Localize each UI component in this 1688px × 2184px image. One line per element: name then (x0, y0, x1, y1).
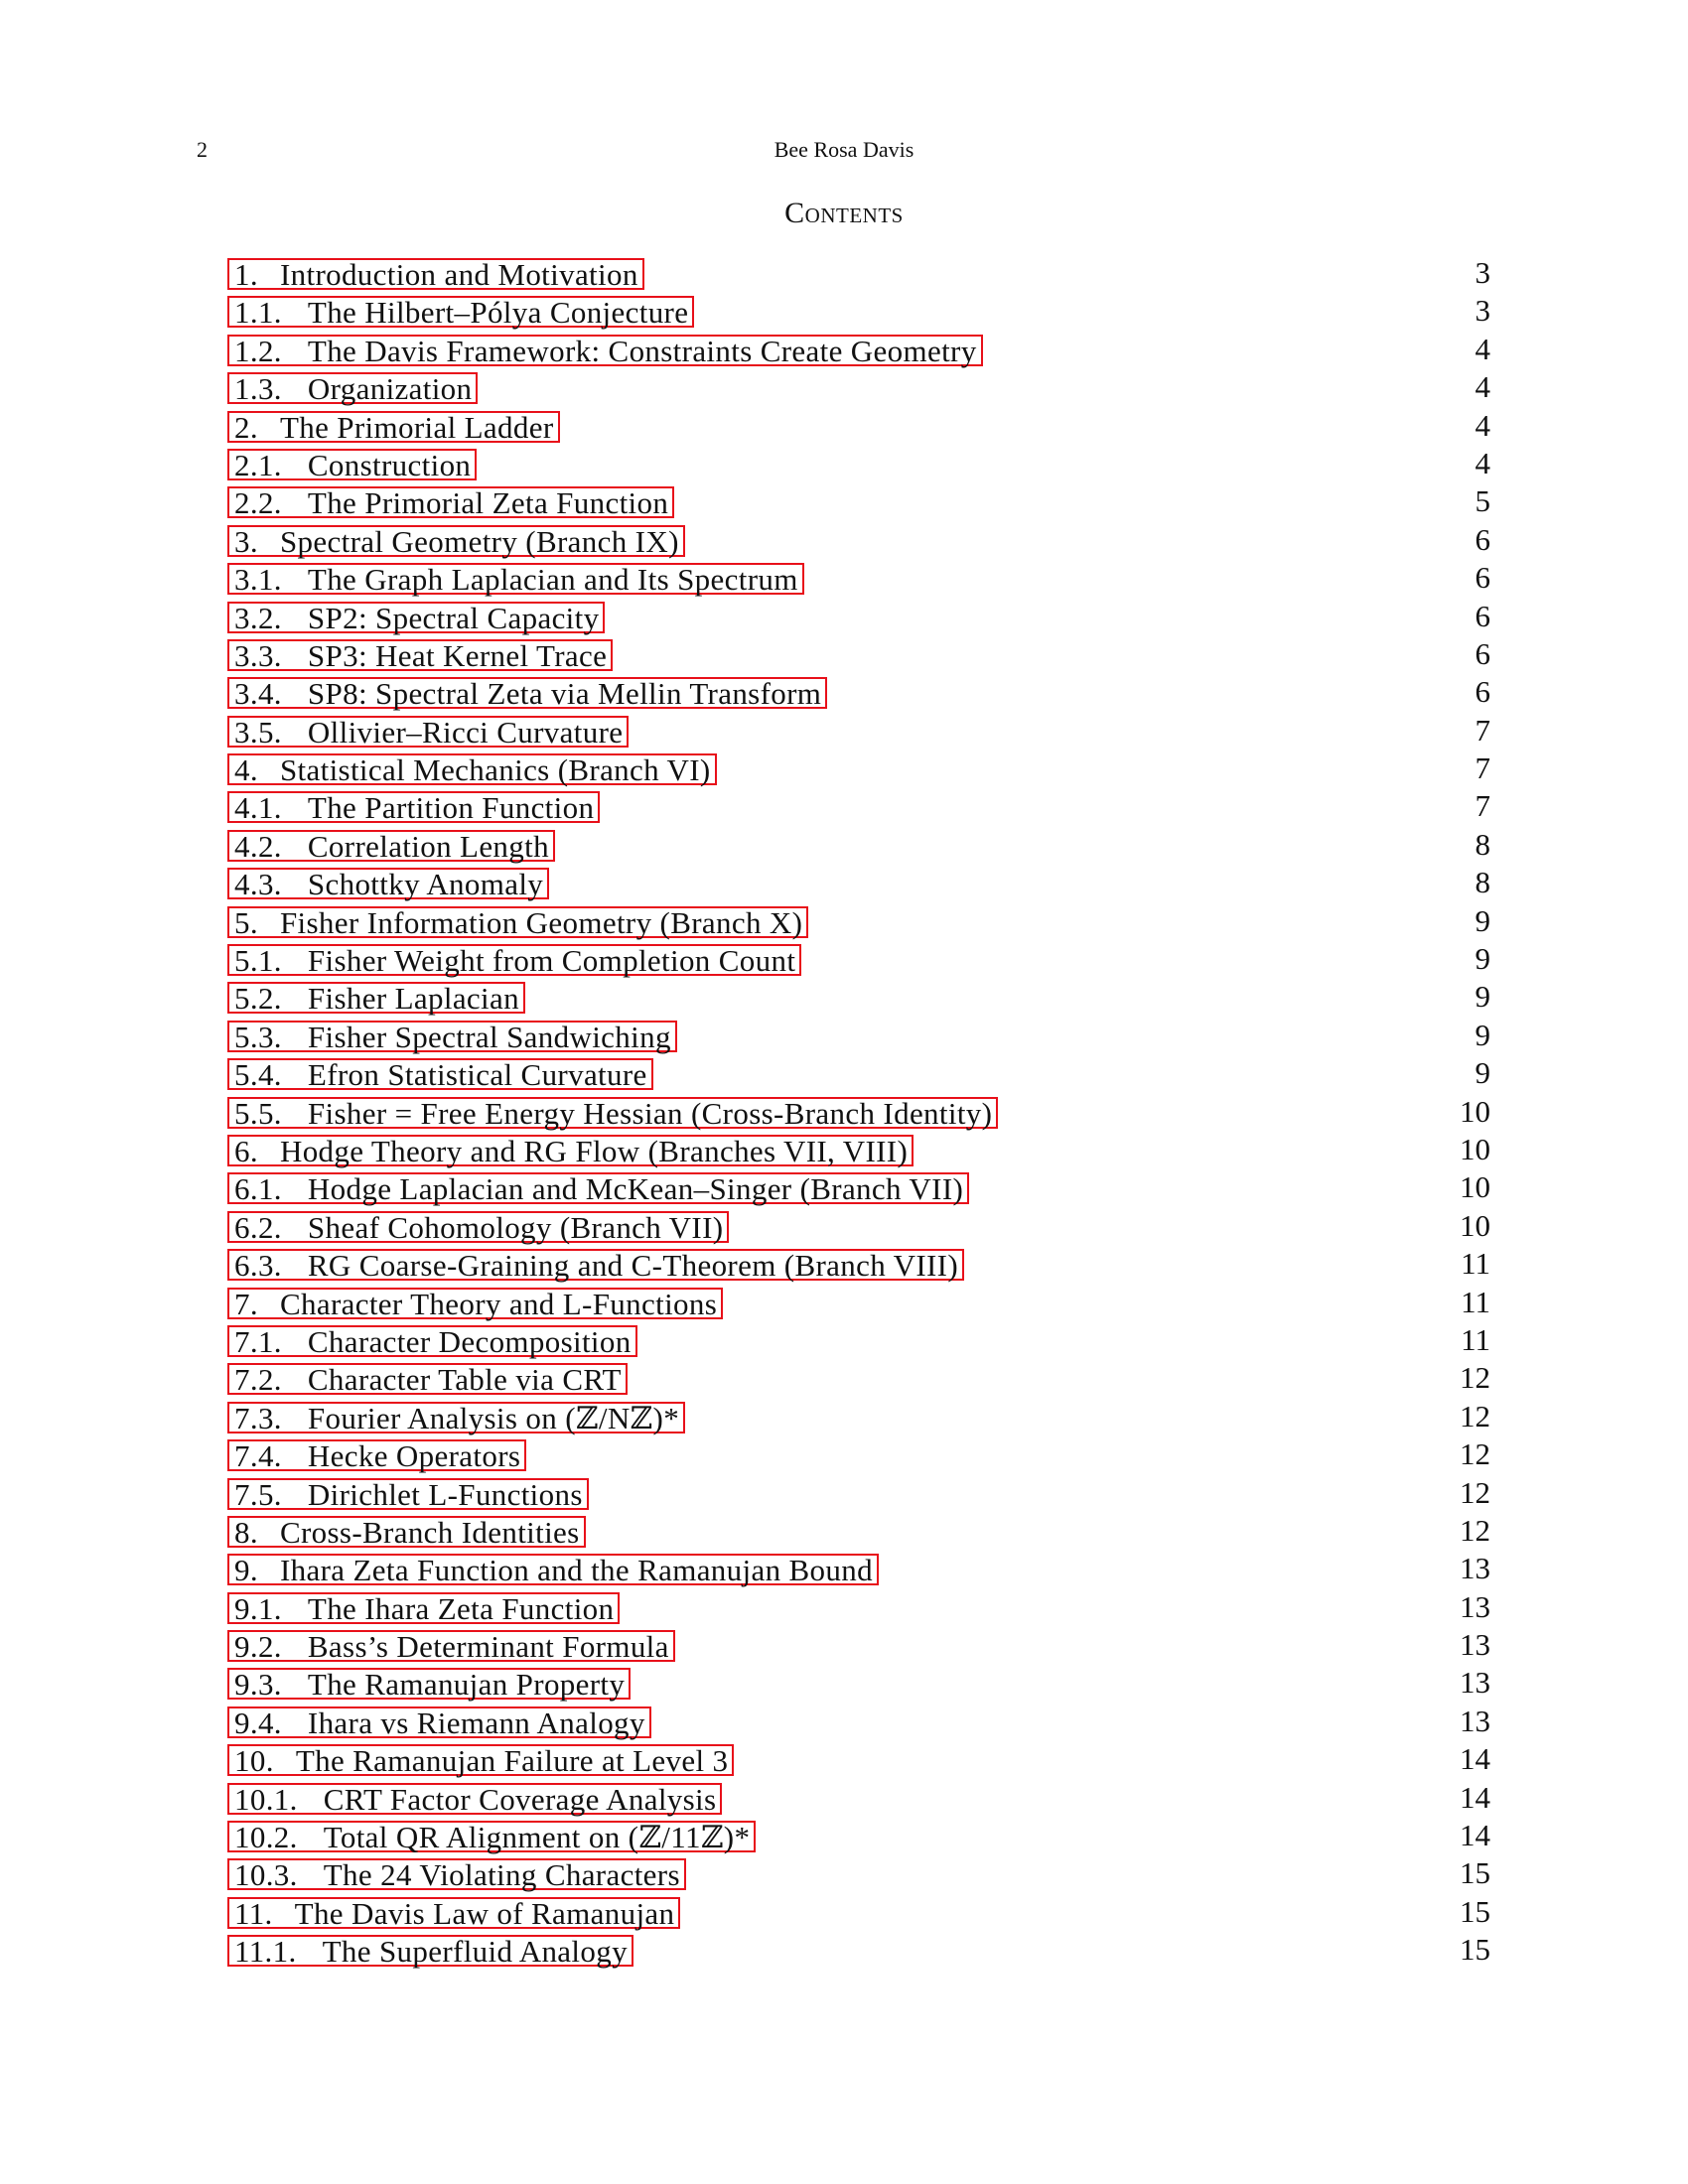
toc-entry-link[interactable] (227, 1629, 675, 1665)
toc-entry-8 (227, 1512, 1490, 1554)
toc-entry-link[interactable] (227, 1592, 620, 1624)
toc-entry-1 (227, 255, 1490, 296)
toc-entry-9-1 (227, 1588, 1490, 1630)
section-number: 9.3. (234, 1667, 282, 1703)
toc-page-number: 14 (1460, 1818, 1490, 1853)
section-title: Efron Statistical Curvature (307, 1057, 647, 1093)
toc-entry-link[interactable] (227, 449, 477, 480)
toc-page-number: 6 (1475, 635, 1490, 671)
toc-entry-10-2 (227, 1818, 1490, 1858)
section-number: 11. (234, 1895, 273, 1931)
toc-page-number: 12 (1460, 1474, 1490, 1510)
toc-page-number: 7 (1475, 751, 1490, 786)
section-number: 10.2. (234, 1820, 298, 1855)
toc-entry-7 (227, 1284, 1490, 1325)
toc-entry-link[interactable] (227, 1362, 628, 1398)
toc-page-number: 4 (1475, 445, 1490, 480)
toc-page-number: 6 (1475, 674, 1490, 710)
toc-entry-link[interactable] (227, 1248, 964, 1284)
toc-entry-5-1 (227, 941, 1490, 982)
section-number: 1.3. (234, 371, 282, 407)
toc-page-number: 10 (1460, 1207, 1490, 1243)
toc-page-number: 12 (1460, 1512, 1490, 1548)
section-title: The Davis Framework: Constraints Create Geometry (307, 333, 977, 368)
toc-entry-11-1 (227, 1932, 1490, 1973)
section-title: Bass’s Determinant Formula (307, 1629, 669, 1665)
toc-page-number: 8 (1475, 826, 1490, 862)
section-title: The Primorial Zeta Function (307, 485, 669, 521)
toc-entry-10 (227, 1741, 1490, 1782)
section-title: The Ramanujan Property (307, 1667, 626, 1703)
toc-entry-5-5 (227, 1093, 1490, 1135)
toc-entry-link[interactable] (227, 371, 478, 407)
toc-entry-7-5 (227, 1474, 1490, 1516)
section-title: SP2: Spectral Capacity (307, 600, 600, 635)
toc-entry-link[interactable] (227, 1211, 729, 1243)
toc-entry-link[interactable] (227, 752, 717, 788)
section-title: SP3: Heat Kernel Trace (307, 637, 608, 673)
section-title: Cross-Branch Identities (279, 1514, 580, 1550)
toc-entry-link[interactable] (227, 1135, 914, 1166)
section-title: Ollivier–Ricci Curvature (307, 714, 624, 750)
toc-entry-10-1 (227, 1779, 1490, 1821)
toc-page-number: 14 (1460, 1741, 1490, 1777)
section-title: Sheaf Cohomology (Branch VII) (307, 1209, 724, 1245)
toc-entry-link[interactable] (227, 1478, 589, 1510)
toc-page-number: 6 (1475, 560, 1490, 596)
section-number: 9.4. (234, 1705, 282, 1740)
section-number: 10.1. (234, 1781, 298, 1817)
section-title: The Graph Laplacian and Its Spectrum (307, 562, 798, 598)
section-number: 11.1. (234, 1934, 297, 1970)
toc-entry-link[interactable] (227, 676, 827, 712)
toc-entry-3-5 (227, 712, 1490, 753)
section-title: Ihara vs Riemann Analogy (307, 1705, 645, 1740)
section-number: 9.2. (234, 1629, 282, 1665)
section-title: The Partition Function (307, 790, 595, 826)
toc-entry-11 (227, 1893, 1490, 1935)
section-title: CRT Factor Coverage Analysis (323, 1781, 717, 1817)
toc-entry-link[interactable] (227, 830, 555, 862)
toc-entry-1-3 (227, 369, 1490, 410)
section-number: 5.5. (234, 1095, 282, 1131)
section-number: 9. (234, 1553, 258, 1588)
section-number: 3.3. (234, 637, 282, 673)
toc-entry-link[interactable] (227, 1097, 998, 1129)
section-number: 1.1. (234, 295, 282, 331)
toc-entry-3-4 (227, 674, 1490, 715)
toc-entry-link[interactable] (227, 1325, 637, 1357)
toc-entry-link[interactable] (227, 1057, 653, 1093)
toc-page-number: 13 (1460, 1703, 1490, 1738)
toc-page-number: 11 (1461, 1246, 1490, 1282)
section-number: 7.2. (234, 1362, 282, 1398)
toc-entry-4-2 (227, 826, 1490, 868)
toc-title: Contents (784, 197, 904, 229)
toc-page-number: 4 (1475, 407, 1490, 443)
toc-page-number: 10 (1460, 1093, 1490, 1129)
section-title: The Hilbert–Pólya Conjecture (307, 295, 689, 331)
toc-page-number: 6 (1475, 521, 1490, 557)
section-number: 3.2. (234, 600, 282, 635)
toc-page-number: 11 (1461, 1321, 1490, 1357)
toc-entry-9-4 (227, 1703, 1490, 1744)
section-title: RG Coarse-Graining and C-Theorem (Branch VIII) (307, 1248, 959, 1284)
toc-entry-7-4 (227, 1436, 1490, 1477)
toc-entry-link[interactable] (227, 295, 694, 331)
toc-entry-link[interactable] (227, 716, 629, 748)
toc-entry-link[interactable] (227, 867, 549, 902)
toc-entry-10-3 (227, 1855, 1490, 1896)
toc-entry-1-1 (227, 293, 1490, 334)
toc-entry-link[interactable] (227, 1438, 526, 1474)
toc-entry-link[interactable] (227, 1288, 723, 1319)
toc-entry-link[interactable] (227, 1667, 631, 1703)
toc-entry-link[interactable] (227, 1743, 734, 1779)
section-number: 8. (234, 1514, 258, 1550)
section-number: 7. (234, 1286, 258, 1321)
toc-entry-2 (227, 407, 1490, 449)
toc-entry-5 (227, 902, 1490, 944)
toc-entry-7-3 (227, 1398, 1490, 1439)
toc-page-number: 14 (1460, 1779, 1490, 1815)
section-title: Character Theory and L-Functions (279, 1286, 718, 1321)
toc-entry-2-2 (227, 483, 1490, 524)
toc-page-number: 8 (1475, 865, 1490, 900)
section-number: 6. (234, 1133, 258, 1168)
toc-entry-4 (227, 753, 1490, 791)
toc-page-number: 12 (1460, 1398, 1490, 1433)
toc-page-number: 13 (1460, 1588, 1490, 1624)
section-title: Fisher Weight from Completion Count (307, 943, 796, 979)
section-number: 6.1. (234, 1171, 282, 1207)
toc-page-number: 7 (1475, 788, 1490, 824)
toc-entry-link[interactable] (227, 602, 605, 633)
toc-entry-3-2 (227, 598, 1490, 639)
toc-page-number: 10 (1460, 1131, 1490, 1166)
section-title: Fourier Analysis on (ℤ/Nℤ)* (307, 1400, 680, 1435)
toc-entry-link[interactable] (227, 1706, 651, 1738)
section-title: Fisher Laplacian (307, 981, 519, 1017)
toc-page-number: 9 (1475, 979, 1490, 1015)
section-title: The Ihara Zeta Function (307, 1590, 615, 1626)
toc-entry-5-3 (227, 1017, 1490, 1058)
toc-entry-9 (227, 1551, 1490, 1591)
section-title: Fisher = Free Energy Hessian (Cross-Branch Identity) (307, 1095, 993, 1131)
toc-entry-9-3 (227, 1665, 1490, 1706)
section-number: 4. (234, 752, 258, 788)
toc-entry-6-2 (227, 1207, 1490, 1249)
section-title: Ihara Zeta Function and the Ramanujan Bound (279, 1553, 873, 1588)
section-number: 5.3. (234, 1019, 282, 1054)
toc-page-number: 10 (1460, 1169, 1490, 1205)
toc-entry-6-3 (227, 1246, 1490, 1287)
toc-entry-3 (227, 521, 1490, 563)
section-title: The Ramanujan Failure at Level 3 (295, 1743, 729, 1779)
section-title: Dirichlet L-Functions (307, 1476, 583, 1512)
section-title: Correlation Length (307, 828, 549, 864)
section-number: 1.2. (234, 333, 282, 368)
section-number: 3.5. (234, 714, 282, 750)
section-number: 10. (234, 1743, 274, 1779)
toc-entry-3-3 (227, 635, 1490, 677)
toc-entry-link[interactable] (227, 906, 808, 938)
toc-entry-link[interactable] (227, 981, 525, 1017)
toc-page-number: 6 (1475, 598, 1490, 633)
section-title: Hodge Laplacian and McKean–Singer (Branch VII) (307, 1171, 964, 1207)
section-number: 7.1. (234, 1323, 282, 1359)
toc-entry-link[interactable] (227, 790, 600, 826)
section-number: 5.4. (234, 1057, 282, 1093)
toc-page-number: 4 (1475, 331, 1490, 366)
section-title: Fisher Information Geometry (Branch X) (279, 904, 803, 940)
section-number: 4.1. (234, 790, 282, 826)
section-number: 5.1. (234, 943, 282, 979)
toc-page-number: 12 (1460, 1436, 1490, 1472)
toc-page-number: 13 (1460, 1551, 1490, 1586)
toc-page-number: 5 (1475, 483, 1490, 519)
toc-entry-5-4 (227, 1055, 1490, 1096)
toc-entry-link[interactable] (227, 1934, 633, 1970)
section-number: 2.1. (234, 447, 282, 482)
section-title: Total QR Alignment on (ℤ/11ℤ)* (323, 1820, 751, 1855)
section-number: 4.3. (234, 867, 282, 902)
toc-entry-4-3 (227, 865, 1490, 905)
section-number: 10.3. (234, 1857, 298, 1893)
toc-entry-link[interactable] (227, 1857, 686, 1893)
section-title: The Primorial Ladder (279, 409, 554, 445)
section-number: 7.3. (234, 1400, 282, 1435)
toc-entry-5-2 (227, 979, 1490, 1020)
toc-page-number: 15 (1460, 1932, 1490, 1968)
toc-entry-link[interactable] (227, 1820, 756, 1855)
section-title: Fisher Spectral Sandwiching (307, 1019, 671, 1054)
toc-page-number: 4 (1475, 369, 1490, 405)
section-title: Construction (307, 447, 472, 482)
toc-entry-link[interactable] (227, 258, 644, 290)
toc-page-number: 11 (1461, 1284, 1490, 1319)
toc-entry-4-1 (227, 788, 1490, 829)
section-title: The Davis Law of Ramanujan (294, 1895, 675, 1931)
toc-entry-6 (227, 1131, 1490, 1172)
toc-entry-link[interactable] (227, 1897, 680, 1929)
toc-entry-link[interactable] (227, 562, 804, 598)
section-title: Hecke Operators (307, 1438, 521, 1474)
page-number: 2 (197, 137, 208, 162)
section-title: Introduction and Motivation (279, 257, 638, 292)
section-title: Organization (307, 371, 473, 407)
toc-entry-link[interactable] (227, 1402, 685, 1433)
section-number: 3.1. (234, 562, 282, 598)
toc-page-number: 3 (1475, 293, 1490, 329)
toc-page-number: 7 (1475, 712, 1490, 748)
section-number: 5.2. (234, 981, 282, 1017)
section-title: The 24 Violating Characters (323, 1857, 680, 1893)
toc-entry-7-2 (227, 1360, 1490, 1401)
section-title: Hodge Theory and RG Flow (Branches VII, VIII) (279, 1133, 909, 1168)
section-number: 1. (234, 257, 258, 292)
toc-entry-link[interactable] (227, 1516, 586, 1548)
toc-entry-link[interactable] (227, 1553, 879, 1588)
toc-entry-9-2 (227, 1627, 1490, 1668)
toc-entry-link[interactable] (227, 335, 983, 366)
section-title: SP8: Spectral Zeta via Mellin Transform (307, 676, 822, 712)
toc-entry-link[interactable] (227, 485, 674, 521)
toc-page-number: 9 (1475, 941, 1490, 977)
section-number: 3. (234, 523, 258, 559)
toc-page-number: 9 (1475, 902, 1490, 938)
toc-page-number: 12 (1460, 1360, 1490, 1396)
section-number: 7.4. (234, 1438, 282, 1474)
section-title: Spectral Geometry (Branch IX) (279, 523, 679, 559)
toc-entry-link[interactable] (227, 1783, 722, 1815)
section-number: 3.4. (234, 676, 282, 712)
section-number: 5. (234, 904, 258, 940)
toc-entry-2-1 (227, 445, 1490, 486)
section-title: Schottky Anomaly (307, 867, 544, 902)
section-title: Character Table via CRT (307, 1362, 622, 1398)
section-title: Statistical Mechanics (Branch VI) (279, 752, 711, 788)
toc-entry-7-1 (227, 1321, 1490, 1363)
toc-entry-6-1 (227, 1169, 1490, 1210)
toc-page-number: 3 (1475, 255, 1490, 290)
toc-page-number: 13 (1460, 1665, 1490, 1701)
section-title: Character Decomposition (307, 1323, 632, 1359)
section-number: 4.2. (234, 828, 282, 864)
toc-entry-link[interactable] (227, 639, 613, 671)
toc-entry-3-1 (227, 560, 1490, 601)
toc-entry-link[interactable] (227, 525, 685, 557)
toc-page-number: 13 (1460, 1627, 1490, 1663)
section-number: 7.5. (234, 1476, 282, 1512)
section-number: 2.2. (234, 485, 282, 521)
toc-page-number: 15 (1460, 1855, 1490, 1891)
toc-page-number: 15 (1460, 1893, 1490, 1929)
running-head-author: Bee Rosa Davis (774, 137, 914, 162)
toc-entry-link[interactable] (227, 1021, 677, 1052)
section-number: 6.2. (234, 1209, 282, 1245)
section-title: The Superfluid Analogy (322, 1934, 628, 1970)
toc-entry-link[interactable] (227, 1171, 969, 1207)
toc-entry-link[interactable] (227, 943, 801, 979)
toc-entry-1-2 (227, 331, 1490, 372)
table-of-contents (227, 255, 1490, 1974)
toc-page-number: 9 (1475, 1017, 1490, 1052)
toc-entry-link[interactable] (227, 411, 560, 443)
section-number: 6.3. (234, 1248, 282, 1284)
toc-page-number: 9 (1475, 1055, 1490, 1091)
section-number: 9.1. (234, 1590, 282, 1626)
section-number: 2. (234, 409, 258, 445)
